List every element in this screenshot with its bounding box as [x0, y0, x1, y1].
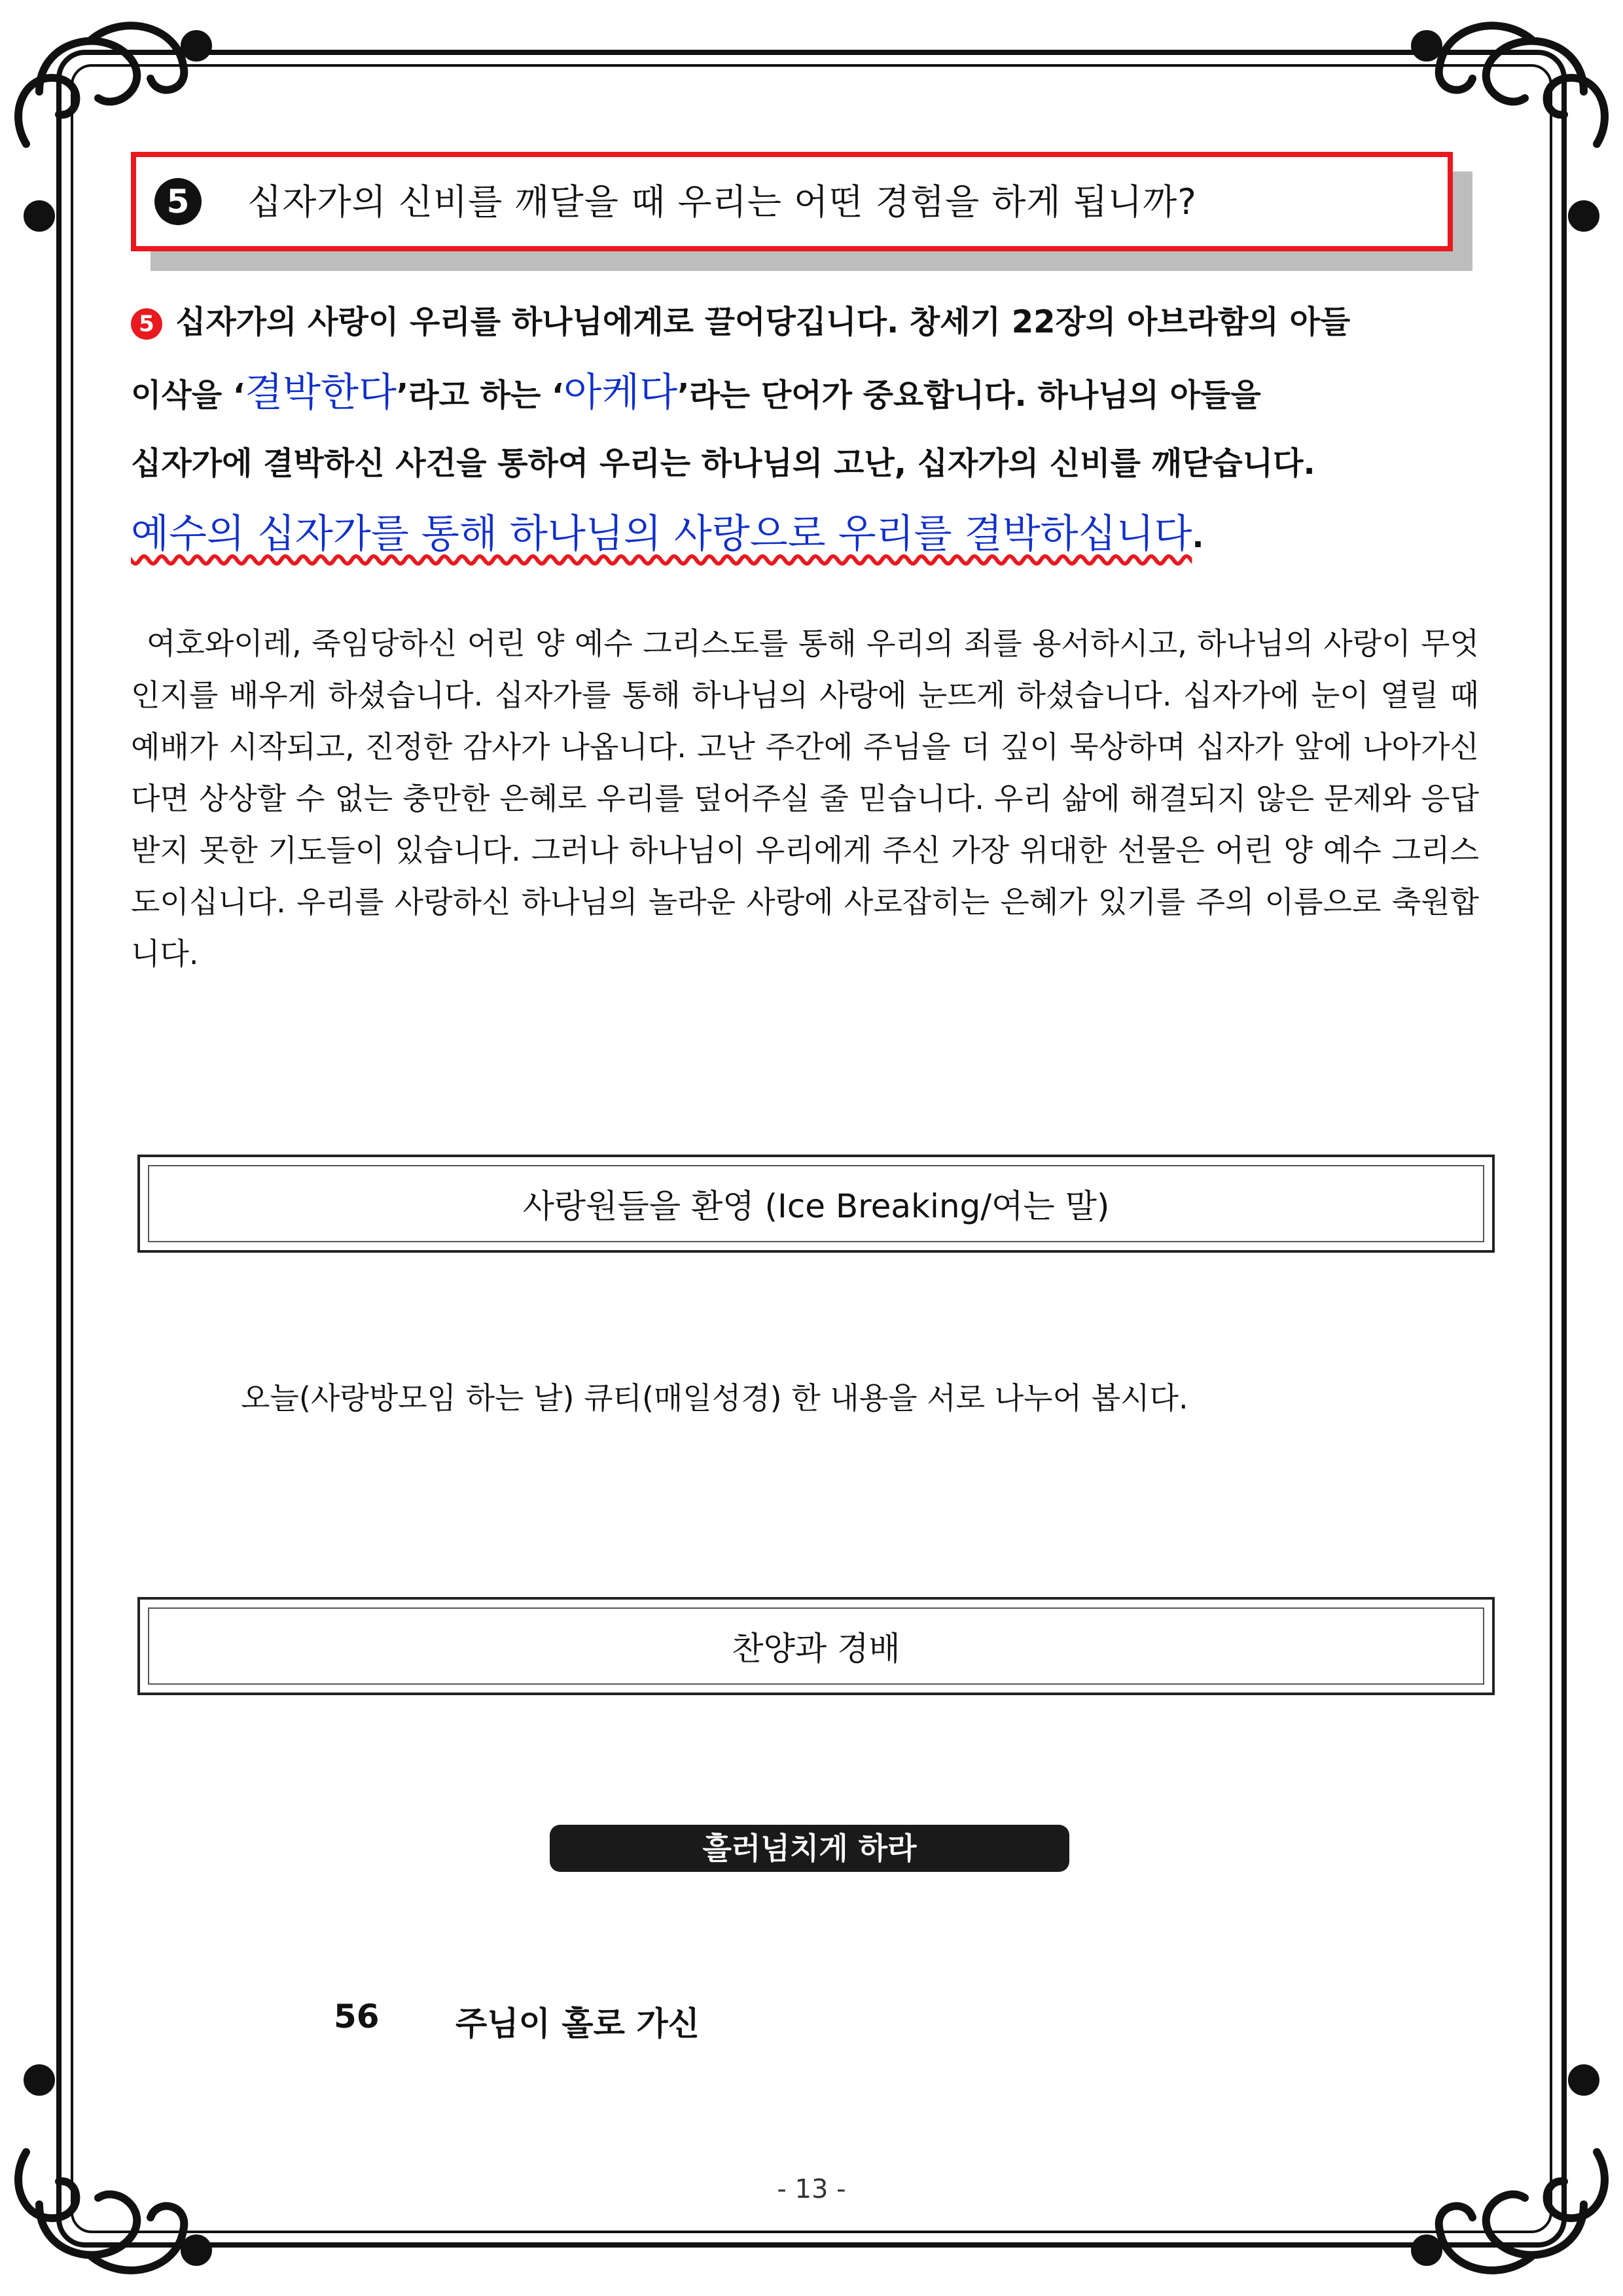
answer-number-bullet: 5 — [131, 308, 162, 340]
question-text: 십자가의 신비를 깨달을 때 우리는 어떤 경험을 하게 됩니까? — [247, 181, 1197, 223]
answer-line-3: 십자가에 결박하신 사건을 통하여 우리는 하나님의 고난, 십자가의 신비를 깨닫습니다. — [131, 445, 1315, 482]
corner-ornament-bottom-right — [1415, 2068, 1605, 2270]
handwritten-highlight: 아케다 — [563, 370, 678, 416]
section-welcome-text: 오늘(사랑방모임 하는 날) 큐티(매일성경) 한 내용을 서로 나누어 봅시다. — [241, 1380, 1188, 1416]
prayer-paragraph: 여호와이레, 죽임당하신 어린 양 예수 그리스도를 통해 우리의 죄를 용서하시고, 하나님의 사랑이 무엇인지를 배우게 하셨습니다. 십자가를 통해 하나님의 사랑에 눈뜨게 하셨습니다. 십자가에 눈이 열릴 때 예배가 시작되고, 진정한 감사가 나옵니다. 고난 주간에 주님을 더 깊이 묵상하며 십자가 앞에 나아가신다면 상상할 수 없는 충만한 은혜로 우리를 덮어주실 줄 믿습니다. 우리 삶에 해결되지 않은 문제와 응답받지 못한 기도들이 있습니다. 그러나 하나님이 우리에게 주신 가장 위대한 선물은 어린 양 예수 그리스도이십니다. 우리를 사랑하신 하나님의 놀라운 사랑에 사로잡히는 은혜가 있기를 주의 이름으로 축원합니다. — [131, 626, 1479, 971]
handwritten-underlined-sentence: 예수의 십자가를 통해 하나님의 사랑으로 우리를 결박하십니다 — [131, 511, 1192, 557]
song-title: 주님이 홀로 가신 — [455, 2005, 700, 2043]
answer-block — [131, 287, 1505, 569]
corner-ornament-bottom-left — [18, 2068, 208, 2270]
section-header-welcome: 사랑원들을 환영 (Ice Breaking/여는 말) — [137, 1155, 1495, 1253]
answer-line-4: 예수의 십자가를 통해 하나님의 사랑으로 우리를 결박하십니다. — [131, 511, 1204, 557]
answer-line-2: 이삭을 ‘결박한다’라고 하는 ‘아케다’라는 단어가 중요합니다. 하나님의 아들을 — [131, 370, 1261, 416]
answer-line-1: 5 십자가의 사랑이 우리를 하나님에게로 끌어당깁니다. 창세기 22장의 아브라함의 아들 — [131, 287, 1505, 357]
page-number: - 13 - — [777, 2174, 846, 2204]
handwritten-highlight: 결박한다 — [245, 370, 397, 416]
question-number-badge: 5 — [154, 178, 202, 225]
question-box — [131, 152, 1453, 251]
song-number: 56 — [334, 1998, 380, 2036]
song-header-pill: 흘러넘치게 하라 — [550, 1825, 1069, 1872]
section-header-worship: 찬양과 경배 — [137, 1597, 1495, 1695]
